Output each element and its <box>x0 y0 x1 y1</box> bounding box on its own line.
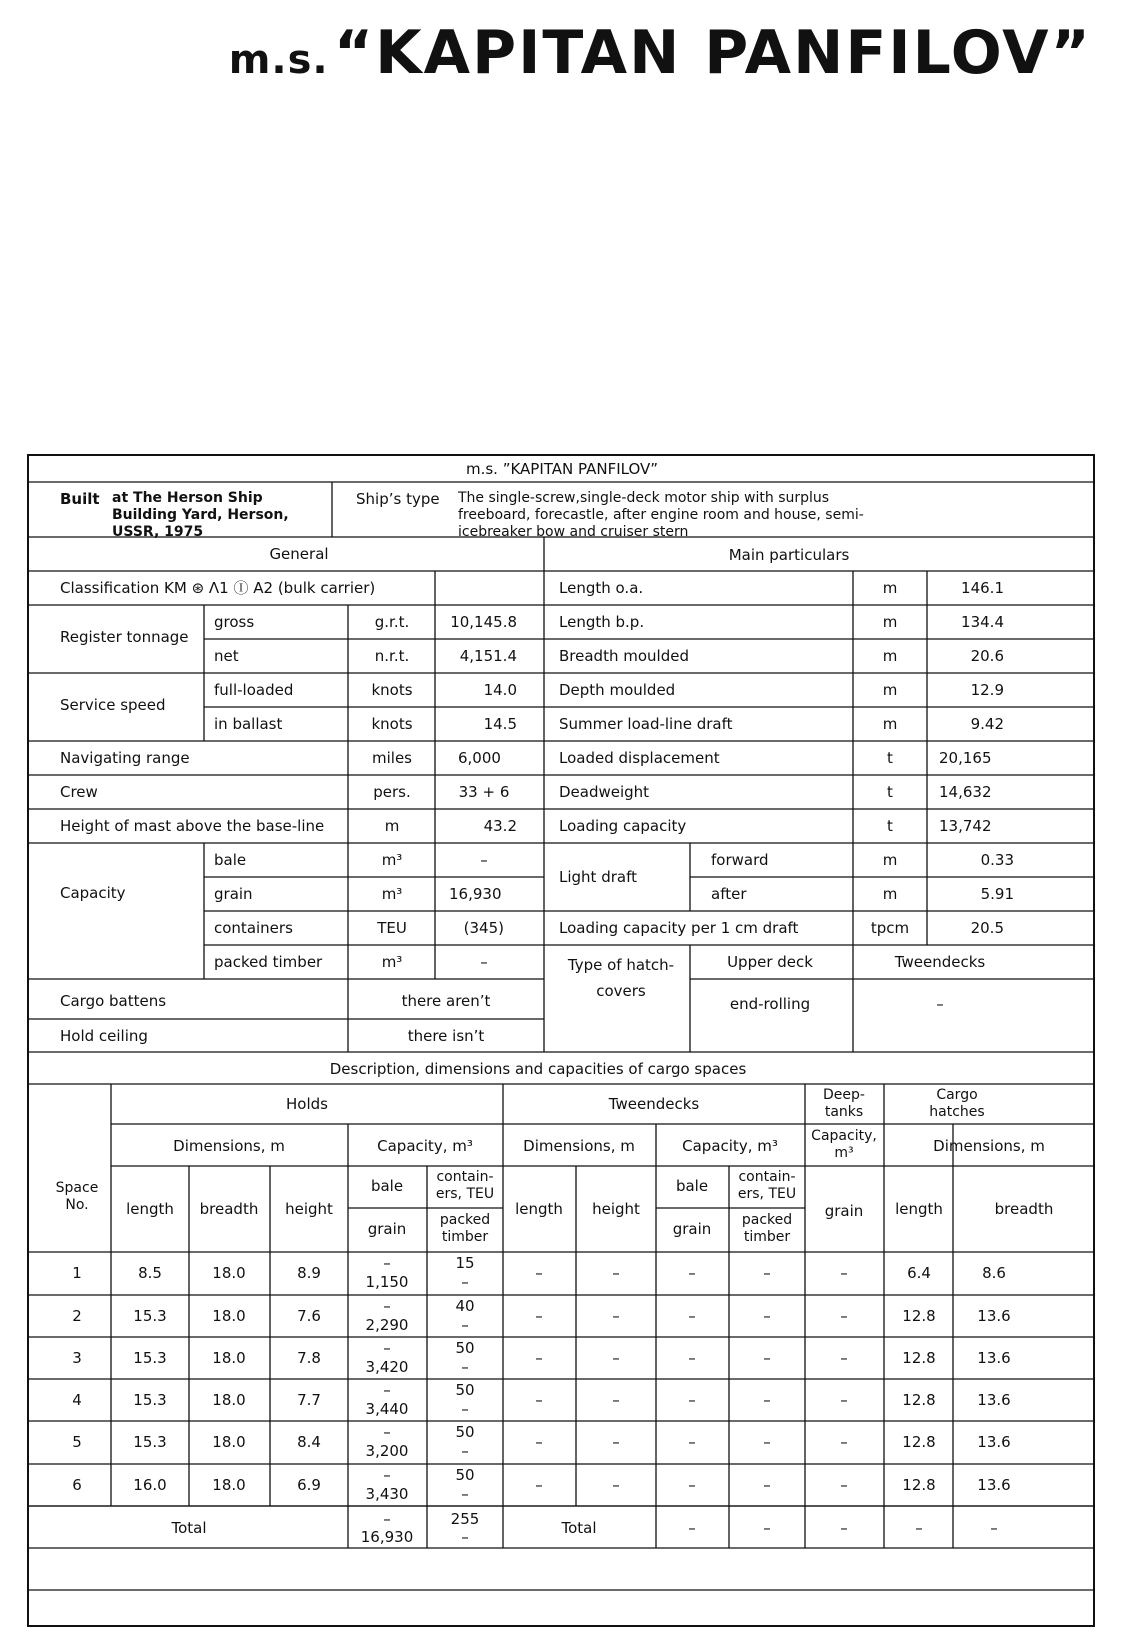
row-hold-breadth: 18.0 <box>212 1476 246 1494</box>
mast-height-value: 43.2 <box>483 817 517 835</box>
tween-timber-header: packed timber <box>741 1212 793 1245</box>
row-space-no: 4 <box>72 1391 82 1409</box>
row-hold-timber: – <box>461 1316 469 1334</box>
row-hold-bale: – <box>383 1381 391 1399</box>
row-hold-timber: – <box>461 1358 469 1376</box>
row-tween-length: – <box>535 1433 543 1451</box>
row-hold-length: 15.3 <box>133 1307 167 1325</box>
full-loaded-value: 14.0 <box>483 681 517 699</box>
full-loaded-label: full-loaded <box>214 681 294 699</box>
row-space-no: 6 <box>72 1476 82 1494</box>
built-value: at The Herson Ship Building Yard, Herson, USSR, 1975 <box>112 490 289 540</box>
tpcm-label: Loading capacity per 1 cm draft <box>559 919 799 937</box>
space-no-header: Space No. <box>55 1180 99 1213</box>
deeptanks-grain-header: grain <box>824 1202 864 1220</box>
ship-type-value: The single-screw,single-deck motor ship with surplus freeboard, forecastle, after engine room and house, semi-icebreaker bow and cruiser stern <box>458 490 864 540</box>
hatch-tweendecks-value: – <box>936 995 944 1013</box>
row-deeptanks: – <box>840 1433 848 1451</box>
deeptanks-capacity-header: Capacity, m³ <box>811 1128 877 1161</box>
deeptanks-header: Deep-tanks <box>823 1087 865 1120</box>
summer-draft-unit: m <box>882 715 898 733</box>
holds-header: Holds <box>286 1095 328 1113</box>
row-tween-height: – <box>612 1307 620 1325</box>
length-oa-unit: m <box>882 579 898 597</box>
row-hatch-length: 12.8 <box>902 1476 936 1494</box>
tween-bale-header: bale <box>675 1177 709 1195</box>
row-space-no: 2 <box>72 1307 82 1325</box>
crew-label: Crew <box>60 783 98 801</box>
summer-draft-label: Summer load-line draft <box>559 715 733 733</box>
holds-breadth-header: breadth <box>199 1200 259 1218</box>
tweendecks-header: Tweendecks <box>608 1095 700 1113</box>
row-hold-length: 15.3 <box>133 1433 167 1451</box>
row-hatch-breadth: 13.6 <box>977 1307 1011 1325</box>
deadweight-value: 14,632 <box>939 783 992 801</box>
hatches-breadth-header: breadth <box>994 1200 1054 1218</box>
capacity-containers-unit: TEU <box>377 919 407 937</box>
hold-ceiling-value: there isn’t <box>407 1027 485 1045</box>
net-unit: n.r.t. <box>374 647 410 665</box>
capacity-grain-label: grain <box>214 885 253 903</box>
hatches-total-breadth: – <box>990 1519 998 1537</box>
capacity-timber-value: – <box>480 953 488 971</box>
sheet-title: m.s. ”KAPITAN PANFILOV” <box>465 460 659 478</box>
row-hold-timber: – <box>461 1485 469 1503</box>
row-hold-containers: 40 <box>455 1297 475 1315</box>
holds-length-header: length <box>126 1200 174 1218</box>
row-deeptanks: – <box>840 1264 848 1282</box>
row-hold-length: 16.0 <box>133 1476 167 1494</box>
crew-unit: pers. <box>373 783 411 801</box>
mast-height-unit: m <box>384 817 400 835</box>
row-hatch-breadth: 13.6 <box>977 1476 1011 1494</box>
row-hold-breadth: 18.0 <box>212 1349 246 1367</box>
tween-length-header: length <box>515 1200 563 1218</box>
row-tween-containers: – <box>763 1433 771 1451</box>
row-tween-bale: – <box>688 1349 696 1367</box>
register-tonnage-label: Register tonnage <box>60 628 189 646</box>
cargo-section-title: Description, dimensions and capacities of cargo spaces <box>329 1060 747 1078</box>
deeptanks-total: – <box>840 1519 848 1537</box>
loading-capacity-label: Loading capacity <box>559 817 687 835</box>
row-hold-bale: – <box>383 1297 391 1315</box>
tween-grain-header: grain <box>672 1220 712 1238</box>
row-hatch-length: 6.4 <box>907 1264 931 1282</box>
row-deeptanks: – <box>840 1391 848 1409</box>
light-draft-label: Light draft <box>559 868 637 886</box>
tween-total-bale: – <box>688 1519 696 1537</box>
general-header: General <box>269 545 329 563</box>
cargo-battens-label: Cargo battens <box>60 992 167 1010</box>
gross-value: 10,145.8 <box>450 613 517 631</box>
length-bp-label: Length b.p. <box>559 613 645 631</box>
row-hatch-breadth: 13.6 <box>977 1433 1011 1451</box>
in-ballast-unit: knots <box>371 715 413 733</box>
row-tween-containers: – <box>763 1264 771 1282</box>
in-ballast-label: in ballast <box>214 715 283 733</box>
row-hold-height: 8.9 <box>297 1264 321 1282</box>
classification: Classification KM ⊛ Λ1 Ⓘ A2 (bulk carrier) <box>60 579 376 597</box>
deadweight-unit: t <box>887 783 893 801</box>
row-space-no: 1 <box>72 1264 82 1282</box>
cargo-battens-value: there aren’t <box>401 992 491 1010</box>
length-bp-value: 134.4 <box>961 613 1004 631</box>
navigating-range-value: 6,000 <box>458 749 501 767</box>
row-hatch-breadth: 13.6 <box>977 1391 1011 1409</box>
capacity-bale-unit: m³ <box>381 851 403 869</box>
capacity-timber-label: packed timber <box>214 953 323 971</box>
row-hold-grain: 3,440 <box>365 1400 409 1418</box>
row-hold-bale: – <box>383 1423 391 1441</box>
row-hold-bale: – <box>383 1254 391 1272</box>
net-label: net <box>214 647 239 665</box>
capacity-grain-value: 16,930 <box>449 885 502 903</box>
hatch-upper-deck-value: end-rolling <box>729 995 811 1013</box>
row-hold-containers: 50 <box>455 1423 475 1441</box>
row-tween-containers: – <box>763 1349 771 1367</box>
depth-moulded-label: Depth moulded <box>559 681 676 699</box>
row-tween-length: – <box>535 1349 543 1367</box>
holds-total-timber: – <box>461 1528 469 1546</box>
row-hatch-breadth: 13.6 <box>977 1349 1011 1367</box>
ship-type-label: Ship’s type <box>356 490 440 508</box>
light-draft-after-value: 5.91 <box>980 885 1014 903</box>
row-hold-height: 7.6 <box>297 1307 321 1325</box>
row-hold-bale: – <box>383 1339 391 1357</box>
row-hold-timber: – <box>461 1273 469 1291</box>
light-draft-forward-value: 0.33 <box>980 851 1014 869</box>
row-hold-bale: – <box>383 1466 391 1484</box>
row-hold-grain: 3,200 <box>365 1442 409 1460</box>
light-draft-after-unit: m <box>882 885 898 903</box>
in-ballast-value: 14.5 <box>483 715 517 733</box>
row-hold-height: 7.8 <box>297 1349 321 1367</box>
row-space-no: 3 <box>72 1349 82 1367</box>
row-hold-height: 7.7 <box>297 1391 321 1409</box>
length-oa-value: 146.1 <box>961 579 1004 597</box>
row-hold-grain: 1,150 <box>365 1273 409 1291</box>
row-hold-containers: 50 <box>455 1466 475 1484</box>
row-hatch-length: 12.8 <box>902 1349 936 1367</box>
capacity-label: Capacity <box>60 884 126 902</box>
title-ship-name: “KAPITAN PANFILOV” <box>333 18 1092 88</box>
hatches-total-length: – <box>915 1519 923 1537</box>
holds-bale-header: bale <box>370 1177 404 1195</box>
holds-total-bale: – <box>383 1510 391 1528</box>
row-tween-length: – <box>535 1391 543 1409</box>
row-hold-timber: – <box>461 1442 469 1460</box>
row-tween-length: – <box>535 1476 543 1494</box>
row-tween-height: – <box>612 1391 620 1409</box>
row-tween-height: – <box>612 1349 620 1367</box>
capacity-bale-value: – <box>480 851 488 869</box>
tween-height-header: height <box>592 1200 640 1218</box>
service-speed-label: Service speed <box>60 696 166 714</box>
loaded-displacement-label: Loaded displacement <box>559 749 720 767</box>
light-draft-forward-unit: m <box>882 851 898 869</box>
hatches-dimensions-header: Dimensions, m <box>933 1137 1045 1155</box>
holds-dimensions-header: Dimensions, m <box>173 1137 285 1155</box>
row-hold-timber: – <box>461 1400 469 1418</box>
hatch-upper-deck-label: Upper deck <box>727 953 813 971</box>
row-hold-length: 15.3 <box>133 1349 167 1367</box>
full-loaded-unit: knots <box>371 681 413 699</box>
table-grid <box>29 456 1095 1627</box>
row-tween-bale: – <box>688 1433 696 1451</box>
row-hold-breadth: 18.0 <box>212 1264 246 1282</box>
row-deeptanks: – <box>840 1349 848 1367</box>
summer-draft-value: 9.42 <box>970 715 1004 733</box>
tween-total-containers: – <box>763 1519 771 1537</box>
row-deeptanks: – <box>840 1476 848 1494</box>
net-value: 4,151.4 <box>459 647 517 665</box>
depth-moulded-value: 12.9 <box>970 681 1004 699</box>
built-label: Built <box>60 490 100 508</box>
hatch-tweendecks-label: Tweendecks <box>894 953 986 971</box>
title-prefix: m.s. <box>228 37 329 83</box>
loading-capacity-unit: t <box>887 817 893 835</box>
tween-capacity-header: Capacity, m³ <box>682 1137 778 1155</box>
holds-height-header: height <box>285 1200 333 1218</box>
row-hold-breadth: 18.0 <box>212 1307 246 1325</box>
row-hold-breadth: 18.0 <box>212 1391 246 1409</box>
hatch-covers-label: Type of hatch-covers <box>567 956 675 1000</box>
capacity-grain-unit: m³ <box>381 885 403 903</box>
row-space-no: 5 <box>72 1433 82 1451</box>
capacity-bale-label: bale <box>214 851 247 869</box>
light-draft-forward-label: forward <box>711 851 769 869</box>
length-bp-unit: m <box>882 613 898 631</box>
holds-total-label: Total <box>171 1519 207 1537</box>
hold-ceiling-label: Hold ceiling <box>60 1027 148 1045</box>
holds-grain-header: grain <box>367 1220 407 1238</box>
row-hold-height: 6.9 <box>297 1476 321 1494</box>
tween-total-label: Total <box>561 1519 597 1537</box>
row-hold-grain: 3,430 <box>365 1485 409 1503</box>
hatches-length-header: length <box>895 1200 943 1218</box>
row-tween-height: – <box>612 1476 620 1494</box>
row-hold-height: 8.4 <box>297 1433 321 1451</box>
row-tween-height: – <box>612 1264 620 1282</box>
breadth-moulded-value: 20.6 <box>970 647 1004 665</box>
breadth-moulded-unit: m <box>882 647 898 665</box>
holds-total-grain: 16,930 <box>360 1528 414 1546</box>
tpcm-unit: tpcm <box>870 919 910 937</box>
row-hold-containers: 15 <box>455 1254 475 1272</box>
row-hold-length: 15.3 <box>133 1391 167 1409</box>
row-tween-bale: – <box>688 1264 696 1282</box>
capacity-timber-unit: m³ <box>381 953 403 971</box>
loaded-displacement-value: 20,165 <box>939 749 992 767</box>
row-tween-containers: – <box>763 1307 771 1325</box>
row-hatch-length: 12.8 <box>902 1307 936 1325</box>
holds-containers-header: contain-ers, TEU <box>435 1169 495 1202</box>
row-hold-breadth: 18.0 <box>212 1433 246 1451</box>
row-hold-containers: 50 <box>455 1381 475 1399</box>
row-tween-bale: – <box>688 1307 696 1325</box>
holds-total-containers: 255 <box>450 1510 480 1528</box>
row-tween-bale: – <box>688 1391 696 1409</box>
length-oa-label: Length o.a. <box>559 579 644 597</box>
row-hatch-length: 12.8 <box>902 1433 936 1451</box>
ship-data-sheet <box>27 454 1095 1627</box>
row-tween-height: – <box>612 1433 620 1451</box>
row-hold-containers: 50 <box>455 1339 475 1357</box>
row-hold-grain: 2,290 <box>365 1316 409 1334</box>
row-tween-bale: – <box>688 1476 696 1494</box>
breadth-moulded-label: Breadth moulded <box>559 647 689 665</box>
tpcm-value: 20.5 <box>970 919 1004 937</box>
capacity-containers-label: containers <box>214 919 293 937</box>
holds-timber-header: packed timber <box>439 1212 491 1245</box>
page-title <box>0 18 1124 88</box>
row-hatch-breadth: 8.6 <box>982 1264 1006 1282</box>
row-tween-length: – <box>535 1264 543 1282</box>
navigating-range-unit: miles <box>372 749 412 767</box>
main-particulars-header: Main particulars <box>728 546 850 564</box>
row-tween-containers: – <box>763 1391 771 1409</box>
navigating-range-label: Navigating range <box>60 749 190 767</box>
loaded-displacement-unit: t <box>887 749 893 767</box>
row-hold-length: 8.5 <box>138 1264 162 1282</box>
capacity-containers-value: (345) <box>463 919 504 937</box>
gross-label: gross <box>214 613 255 631</box>
tween-dimensions-header: Dimensions, m <box>523 1137 635 1155</box>
row-deeptanks: – <box>840 1307 848 1325</box>
row-tween-containers: – <box>763 1476 771 1494</box>
loading-capacity-value: 13,742 <box>939 817 992 835</box>
row-hatch-length: 12.8 <box>902 1391 936 1409</box>
tween-containers-header: contain-ers, TEU <box>737 1169 797 1202</box>
crew-value: 33 + 6 <box>458 783 510 801</box>
mast-height-label: Height of mast above the base-line <box>60 817 325 835</box>
holds-capacity-header: Capacity, m³ <box>377 1137 473 1155</box>
row-tween-length: – <box>535 1307 543 1325</box>
cargo-hatches-header: Cargo hatches <box>929 1087 985 1120</box>
deadweight-label: Deadweight <box>559 783 650 801</box>
light-draft-after-label: after <box>711 885 747 903</box>
gross-unit: g.r.t. <box>374 613 410 631</box>
depth-moulded-unit: m <box>882 681 898 699</box>
row-hold-grain: 3,420 <box>365 1358 409 1376</box>
